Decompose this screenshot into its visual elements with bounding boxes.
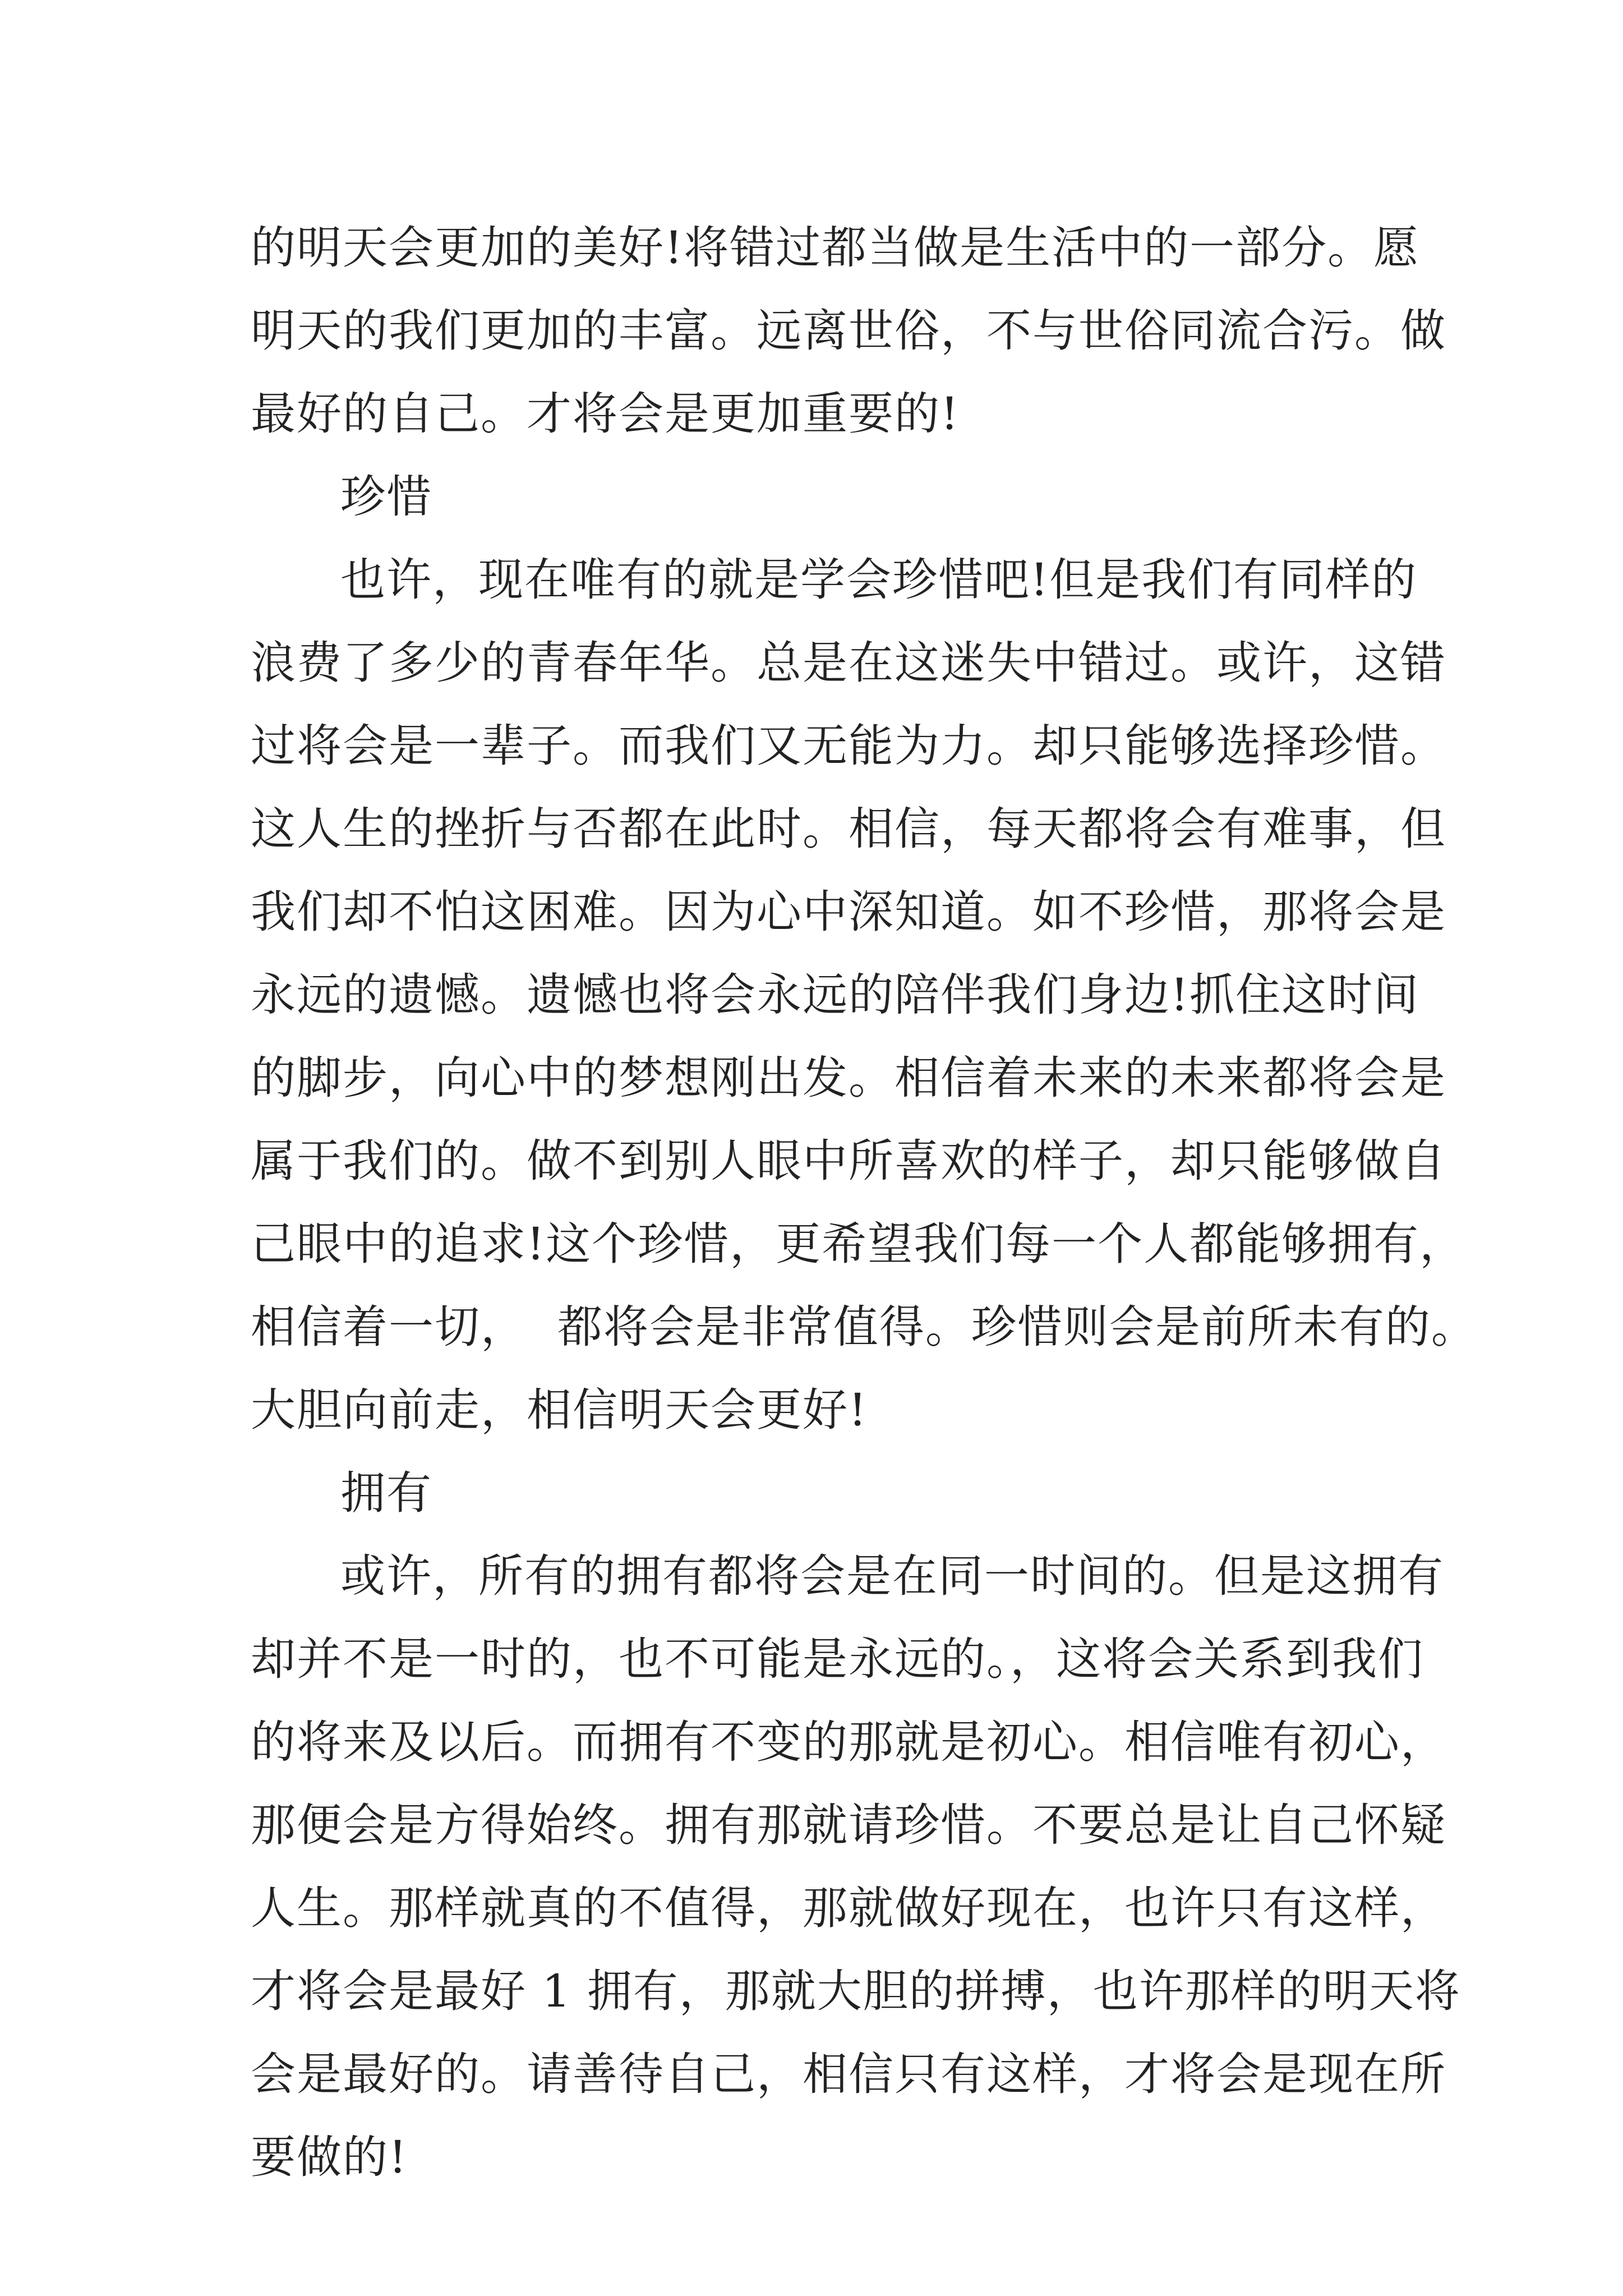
text-line: 过将会是一辈子。而我们又无能为力。却只能够选择珍惜。 [251,720,1446,772]
text-line: 大胆向前走，相信明天会更好! [251,1384,868,1436]
text-line: 或许，所有的拥有都将会是在同一时间的。但是这拥有 [340,1550,1444,1602]
text-line: 会是最好的。请善待自己，相信只有这样，才将会是现在所 [251,2048,1446,2100]
section-heading-yongyou: 拥有 [340,1467,432,1519]
text-line: 也许，现在唯有的就是学会珍惜吧!但是我们有同样的 [340,554,1418,606]
text-line: 这人生的挫折与否都在此时。相信，每天都将会有难事，但 [251,803,1446,855]
text-line: 属于我们的。做不到别人眼中所喜欢的样子，却只能够做自 [251,1135,1446,1187]
text-line: 的明天会更加的美好!将错过都当做是生活中的一部分。愿 [251,222,1420,274]
text-line: 却并不是一时的，也不可能是永远的。，这将会关系到我们 [251,1633,1424,1685]
text-line: 己眼中的追求!这个珍惜，更希望我们每一个人都能够拥有， [251,1218,1466,1270]
text-line: 永远的遗憾。遗憾也将会永远的陪伴我们身边!抓住这时间 [251,969,1420,1021]
text-line: 明天的我们更加的丰富。远离世俗，不与世俗同流合污。做 [251,305,1446,357]
text-line: 那便会是方得始终。拥有那就请珍惜。不要总是让自己怀疑 [251,1799,1446,1851]
document-body [251,206,1477,2199]
text-line: 的脚步，向心中的梦想刚出发。相信着未来的未来都将会是 [251,1052,1446,1104]
section-heading-zhenxi: 珍惜 [340,471,432,523]
text-line: 的将来及以后。而拥有不变的那就是初心。相信唯有初心， [251,1716,1446,1768]
text-line: 我们却不怕这困难。因为心中深知道。如不珍惜，那将会是 [251,886,1446,938]
text-line: 最好的自己。才将会是更加重要的! [251,388,960,440]
text-line: 人生。那样就真的不值得，那就做好现在，也许只有这样， [251,1882,1446,1934]
text-line: 相信着一切， 都将会是非常值得。珍惜则会是前所未有的。 [251,1301,1477,1353]
text-line: 浪费了多少的青春年华。总是在这迷失中错过。或许，这错 [251,637,1446,689]
text-line: 要做的! [251,2131,408,2183]
text-line: 才将会是最好 1 拥有，那就大胆的拼搏，也许那样的明天将 [251,1965,1461,2017]
